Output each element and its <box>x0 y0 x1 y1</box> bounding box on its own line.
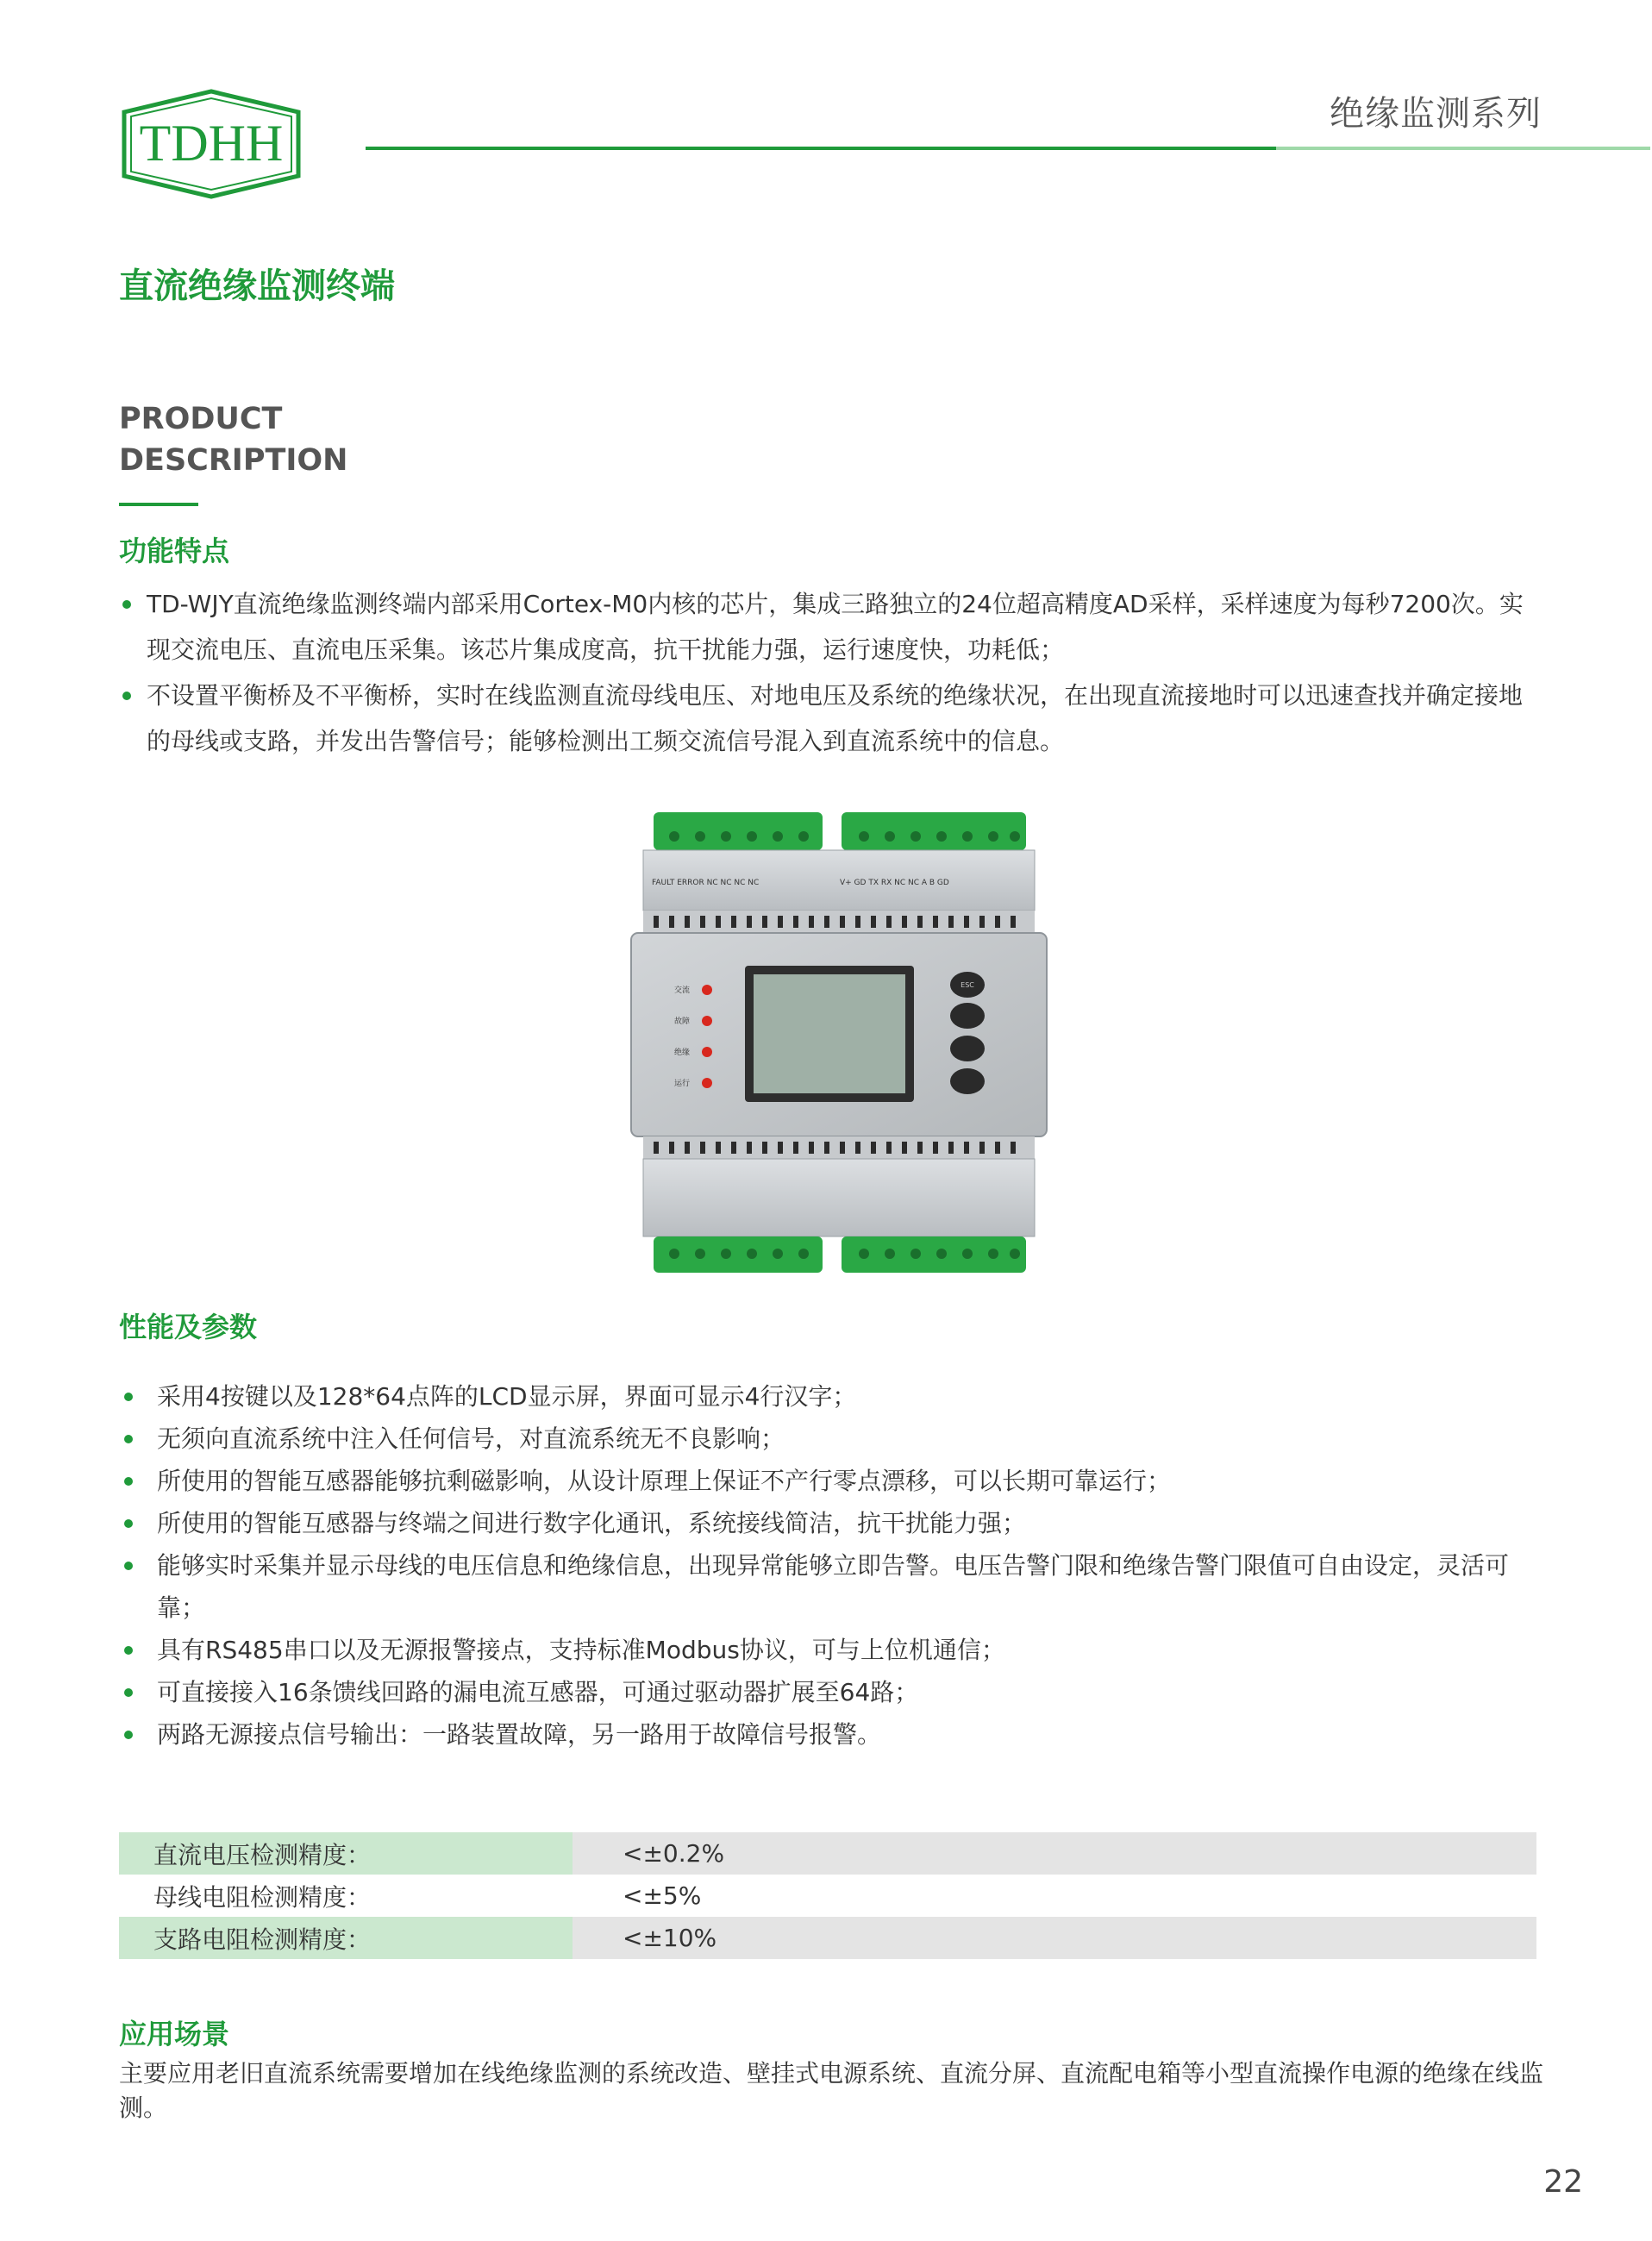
spec-label: 母线电阻检测精度： <box>153 1882 372 1912</box>
spec-value: <±5% <box>623 1881 702 1910</box>
page-title: 直流绝缘监测终端 <box>119 266 395 306</box>
header-rule-light <box>1276 147 1650 150</box>
svg-text:FAULT ERROR NC NC NC NC: FAULT ERROR NC NC NC NC <box>652 879 760 887</box>
table-row <box>119 1917 1536 1959</box>
list-item: TD-WJY直流绝缘监测终端内部采用Cortex-M0内核的芯片，集成三路独立的24位超高精度AD采样，采样速度为每秒7200次。实现交流电压、直流电压采集。该芯片集成度高，抗干扰能力强，运行速度快，功耗低； <box>119 581 1542 673</box>
features-list <box>119 581 1542 764</box>
svg-text:运行: 运行 <box>674 1080 691 1088</box>
list-item: 不设置平衡桥及不平衡桥，实时在线监测直流母线电压、对地电压及系统的绝缘状况，在出现直流接地时可以迅速查找并确定接地的母线或支路，并发出告警信号；能够检测出工频交流信号混入到直流系统中的信息。 <box>119 673 1542 764</box>
list-item: 无须向直流系统中注入任何信号，对直流系统无不良影响； <box>119 1418 1550 1460</box>
svg-text:绝缘: 绝缘 <box>674 1049 691 1057</box>
list-item: 能够实时采集并显示母线的电压信息和绝缘信息，出现异常能够立即告警。电压告警门限和绝缘告警门限值可自由设定，灵活可靠； <box>119 1544 1550 1629</box>
list-item: 所使用的智能互感器与终端之间进行数字化通讯，系统接线简洁，抗干扰能力强； <box>119 1502 1550 1544</box>
svg-text:V+ GD TX RX NC NC A B GD: V+ GD TX RX NC NC A B GD <box>840 879 949 887</box>
tdhh-logo <box>117 88 305 200</box>
table-row <box>119 1875 1536 1917</box>
performance-list <box>119 1375 1550 1756</box>
svg-text:交流: 交流 <box>674 986 691 995</box>
svg-text:ESC: ESC <box>961 981 974 989</box>
series-title: 绝缘监测系列 <box>1330 94 1542 134</box>
product-description-heading: PRODUCT DESCRIPTION <box>119 402 348 478</box>
list-item: 采用4按键以及128*64点阵的LCD显示屏，界面可显示4行汉字； <box>119 1375 1550 1418</box>
header-rule <box>366 147 1276 150</box>
svg-text:故障: 故障 <box>674 1017 691 1026</box>
list-item: 所使用的智能互感器能够抗剩磁影响，从设计原理上保证不产行零点漂移，可以长期可靠运行； <box>119 1460 1550 1502</box>
spec-label: 直流电压检测精度： <box>119 1832 573 1875</box>
features-heading: 功能特点 <box>119 535 230 567</box>
list-item: 具有RS485串口以及无源报警接点，支持标准Modbus协议，可与上位机通信； <box>119 1629 1550 1671</box>
spec-value: <±0.2% <box>623 1839 725 1868</box>
performance-heading: 性能及参数 <box>119 1311 258 1343</box>
page-number: 22 <box>1543 2164 1583 2200</box>
application-heading: 应用场景 <box>119 2018 230 2050</box>
spec-table <box>119 1832 1536 1959</box>
list-item: 两路无源接点信号输出：一路装置故障，另一路用于故障信号报警。 <box>119 1713 1550 1756</box>
application-text: 主要应用老旧直流系统需要增加在线绝缘监测的系统改造、壁挂式电源系统、直流分屏、直流配电箱等小型直流操作电源的绝缘在线监测。 <box>119 2059 1544 2122</box>
table-row <box>119 1832 1536 1875</box>
spec-label: 支路电阻检测精度： <box>119 1917 573 1959</box>
logo-text: TDHH <box>139 115 284 172</box>
device-image <box>623 802 1055 1286</box>
section-divider <box>119 503 198 506</box>
spec-value: <±10% <box>623 1924 717 1952</box>
list-item: 可直接接入16条馈线回路的漏电流互感器，可通过驱动器扩展至64路； <box>119 1671 1550 1713</box>
